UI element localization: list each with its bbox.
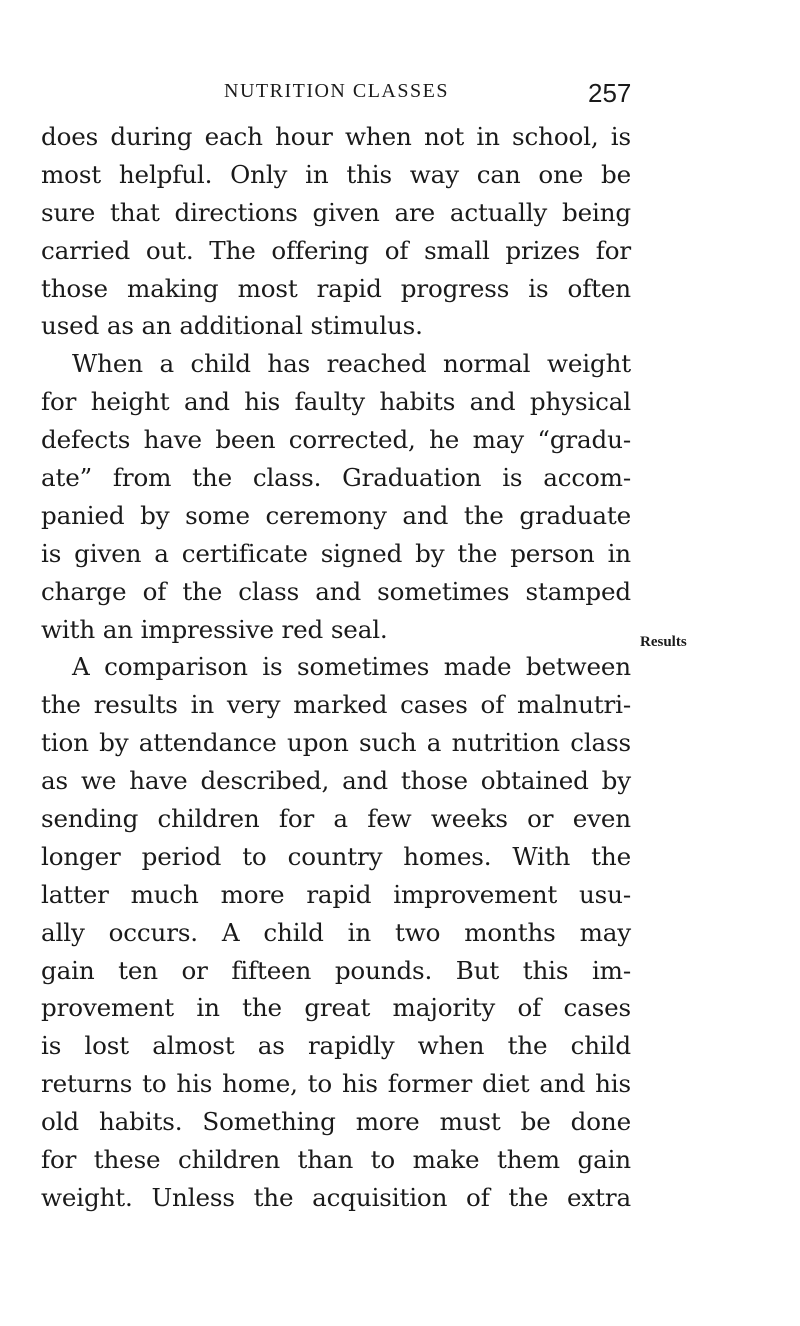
text-line: most helpful. Only in this way can one be [41,159,631,189]
text-line: does during each hour when not in school, is [41,122,631,151]
text-line: latter much more rapid improvement usu- [41,879,631,909]
text-line: returns to his home, to his former diet and his [41,1069,631,1099]
page-header [0,78,800,112]
text-line: When a child has reached normal weight [72,349,631,379]
text-line: A comparison is sometimes made between [72,652,631,682]
text-line: is lost almost as rapidly when the child [41,1031,631,1061]
body-text [41,118,631,1217]
running-head: NUTRITION CLASSES [224,80,449,102]
text-line: provement in the great majority of cases [41,993,631,1023]
text-line: as we have described, and those obtained by [41,766,631,796]
text-line: sure that directions given are actually being [41,197,631,227]
text-line: weight. Unless the acquisition of the extra [41,1182,631,1212]
text-line: for these children than to make them gain [41,1145,631,1175]
text-line: those making most rapid progress is often [41,273,631,303]
text-line: used as an additional stimulus. [41,311,423,341]
text-line: ally occurs. A child in two months may [41,917,631,947]
text-line: gain ten or fifteen pounds. But this im- [41,955,631,985]
margin-note: Results [640,634,687,650]
text-line: for height and his faulty habits and physical [41,387,631,417]
text-line: the results in very marked cases of malnutri- [41,690,631,720]
text-line: with an impressive red seal. [41,614,388,644]
text-line: sending children for a few weeks or even [41,804,631,834]
text-line: ate” from the class. Graduation is accom- [41,463,631,493]
text-line: panied by some ceremony and the graduate [41,500,631,530]
text-line: longer period to country homes. With the [41,841,631,871]
text-line: carried out. The offering of small prizes for [41,235,631,265]
text-line: defects have been corrected, he may “gradu- [41,425,631,455]
page-number: 257 [588,78,632,108]
text-line: charge of the class and sometimes stamped [41,576,631,606]
text-line: old habits. Something more must be done [41,1107,631,1137]
text-line: is given a certificate signed by the person in [41,538,631,568]
text-line: tion by attendance upon such a nutrition class [41,728,631,758]
